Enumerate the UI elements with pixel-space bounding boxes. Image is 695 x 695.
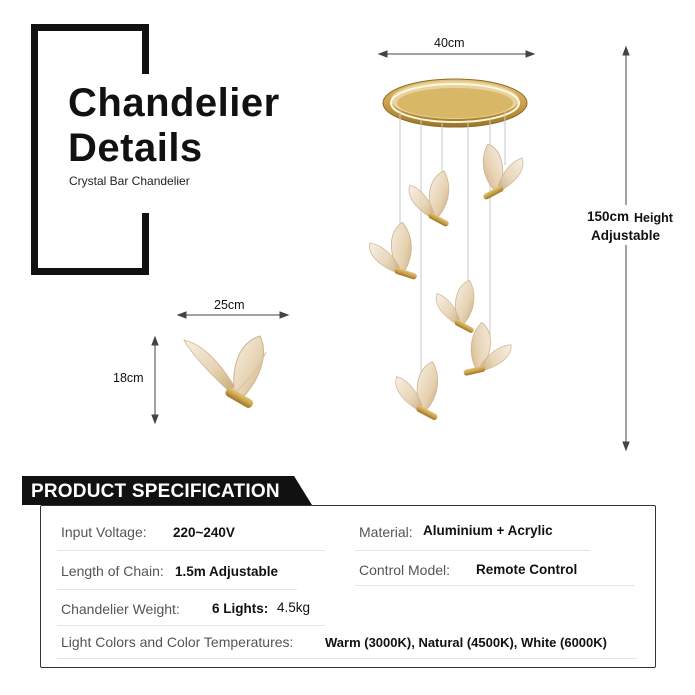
height-note-label: Adjustable bbox=[591, 228, 661, 243]
spec-label-control: Control Model: bbox=[359, 562, 451, 578]
spec-value-voltage: 220~240V bbox=[173, 525, 235, 540]
spec-banner-text: PRODUCT SPECIFICATION bbox=[31, 481, 280, 502]
lamp-width-label: 25cm bbox=[214, 298, 245, 312]
page-title-line2: Details bbox=[68, 126, 203, 170]
page-subtitle: Crystal Bar Chandelier bbox=[69, 174, 190, 188]
spec-separator bbox=[57, 658, 637, 659]
spec-separator bbox=[57, 625, 325, 626]
spec-value-chain: 1.5m Adjustable bbox=[175, 564, 279, 579]
spec-separator bbox=[355, 585, 635, 586]
height-value-label: 150cm bbox=[587, 209, 630, 224]
spec-separator bbox=[57, 589, 297, 590]
spec-label-voltage: Input Voltage: bbox=[61, 524, 147, 540]
spec-value-weight: 4.5kg bbox=[277, 600, 311, 615]
spec-label-material: Material: bbox=[359, 524, 413, 540]
spec-separator bbox=[57, 550, 325, 551]
page-title-line1: Chandelier bbox=[68, 81, 280, 125]
spec-value-control: Remote Control bbox=[476, 562, 578, 577]
spec-label-colors: Light Colors and Color Temperatures: bbox=[61, 634, 294, 650]
spec-label-chain: Length of Chain: bbox=[61, 563, 164, 579]
lamp-height-label: 18cm bbox=[113, 371, 144, 385]
single-butterfly-lamp bbox=[184, 336, 266, 409]
spec-label-weight: Chandelier Weight: bbox=[61, 601, 180, 617]
diameter-label: 40cm bbox=[434, 36, 465, 50]
spec-value-material: Aluminium + Acrylic bbox=[423, 523, 553, 538]
spec-separator bbox=[355, 550, 590, 551]
spec-value-colors: Warm (3000K), Natural (4500K), White (6000K) bbox=[325, 635, 607, 650]
height-word-label: Height bbox=[634, 211, 673, 225]
spec-value-weight-lights: 6 Lights: bbox=[212, 601, 269, 616]
